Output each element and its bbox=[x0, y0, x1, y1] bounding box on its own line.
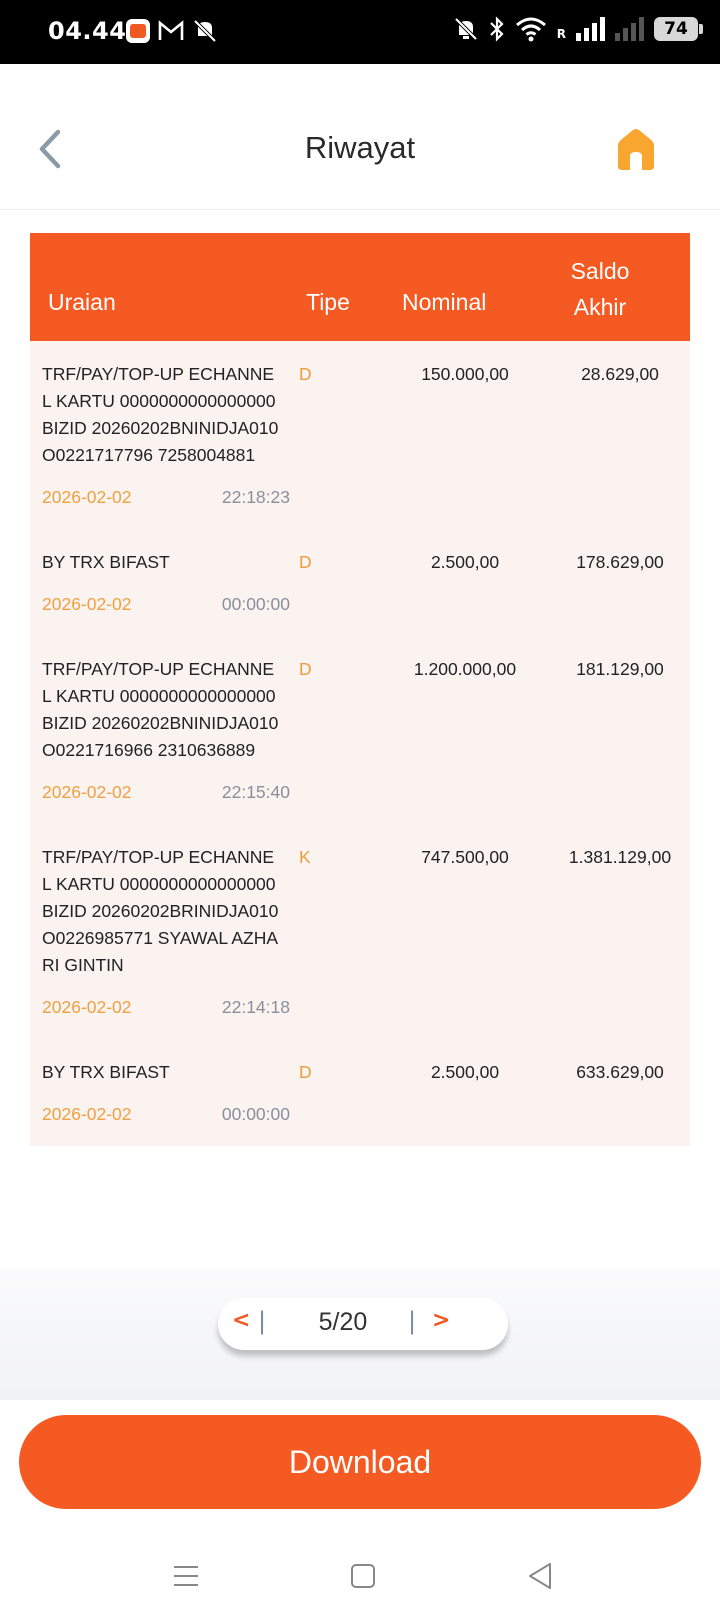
row-saldo: 178.629,00 bbox=[576, 552, 664, 572]
row-description: TRF/PAY/TOP-UP ECHANNEL KARTU 0000000000000000 BIZID 20260202BNINIDJA010 O0221716966 2310636889 bbox=[42, 659, 279, 760]
signal-icon bbox=[576, 17, 605, 41]
status-bar bbox=[0, 0, 720, 64]
row-nominal: 2.500,00 bbox=[430, 552, 500, 572]
signal-icon-sim2 bbox=[615, 17, 644, 41]
home-square-icon[interactable] bbox=[343, 1556, 383, 1596]
row-description: BY TRX BIFAST bbox=[42, 1062, 170, 1082]
row-saldo: 181.129,00 bbox=[576, 659, 664, 679]
pagination-area bbox=[0, 1268, 720, 1400]
page-indicator: 5/20 bbox=[318, 1308, 368, 1336]
column-header-nominal: Nominal bbox=[402, 289, 487, 315]
roaming-label: R bbox=[556, 27, 566, 41]
column-header-saldo-akhir: Saldo Akhir bbox=[570, 258, 630, 320]
status-time: 04.44 bbox=[48, 17, 127, 45]
row-type: D bbox=[299, 659, 312, 679]
battery-level: 74 bbox=[664, 19, 688, 39]
row-time: 22:14:18 bbox=[221, 997, 290, 1017]
app-icon bbox=[126, 19, 150, 43]
wifi-icon bbox=[515, 16, 547, 42]
row-time: 22:18:23 bbox=[221, 487, 290, 507]
row-saldo: 633.629,00 bbox=[576, 1062, 664, 1082]
row-nominal: 747.500,00 bbox=[421, 847, 509, 867]
next-page-button[interactable]: > bbox=[432, 1308, 451, 1333]
menu-icon[interactable] bbox=[166, 1556, 206, 1596]
pagination bbox=[218, 1298, 508, 1350]
row-time: 00:00:00 bbox=[221, 1104, 290, 1124]
home-button[interactable] bbox=[614, 126, 658, 174]
table-header bbox=[30, 233, 690, 341]
row-date: 2026-02-02 bbox=[42, 782, 132, 802]
app-header bbox=[0, 64, 720, 210]
row-nominal: 150.000,00 bbox=[421, 364, 509, 384]
row-nominal: 1.200.000,00 bbox=[413, 659, 517, 679]
row-date: 2026-02-02 bbox=[42, 594, 132, 614]
table-row[interactable] bbox=[30, 341, 690, 529]
download-button[interactable]: Download bbox=[19, 1415, 701, 1509]
battery-icon bbox=[654, 17, 698, 41]
pagination-separator: | bbox=[408, 1307, 417, 1335]
row-nominal: 2.500,00 bbox=[430, 1062, 500, 1082]
page-title: Riwayat bbox=[304, 130, 416, 165]
row-type: D bbox=[299, 552, 312, 572]
table-row[interactable] bbox=[30, 824, 690, 1039]
row-description: TRF/PAY/TOP-UP ECHANNEL KARTU 0000000000000000 BIZID 20260202BRINIDJA010 O0226985771 SYAWAL AZHARI GINTIN bbox=[42, 847, 279, 975]
transaction-table bbox=[30, 233, 690, 1146]
row-type: D bbox=[299, 1062, 312, 1082]
table-row[interactable] bbox=[30, 1039, 690, 1146]
mute-icon bbox=[192, 18, 218, 44]
gmail-icon bbox=[158, 20, 184, 42]
row-description: BY TRX BIFAST bbox=[42, 552, 170, 572]
row-date: 2026-02-02 bbox=[42, 487, 132, 507]
row-type: K bbox=[299, 847, 311, 867]
row-type: D bbox=[299, 364, 312, 384]
row-time: 22:15:40 bbox=[221, 782, 290, 802]
table-row[interactable] bbox=[30, 529, 690, 636]
prev-page-button[interactable]: < bbox=[232, 1308, 251, 1333]
back-triangle-icon[interactable] bbox=[520, 1556, 560, 1596]
column-header-tipe: Tipe bbox=[306, 289, 350, 315]
table-row[interactable] bbox=[30, 636, 690, 824]
home-icon bbox=[614, 126, 658, 174]
column-header-uraian: Uraian bbox=[48, 289, 116, 315]
bluetooth-icon bbox=[489, 16, 505, 42]
system-nav-bar bbox=[0, 1540, 720, 1612]
pagination-separator: | bbox=[258, 1307, 267, 1335]
notifications-off-icon bbox=[453, 16, 479, 42]
row-time: 00:00:00 bbox=[221, 594, 290, 614]
row-date: 2026-02-02 bbox=[42, 1104, 132, 1124]
row-saldo: 28.629,00 bbox=[581, 364, 659, 384]
row-date: 2026-02-02 bbox=[42, 997, 132, 1017]
table-body bbox=[30, 341, 690, 1146]
row-description: TRF/PAY/TOP-UP ECHANNEL KARTU 0000000000000000 BIZID 20260202BNINIDJA010 O0221717796 7258004881 bbox=[42, 364, 279, 465]
row-saldo: 1.381.129,00 bbox=[568, 847, 672, 867]
